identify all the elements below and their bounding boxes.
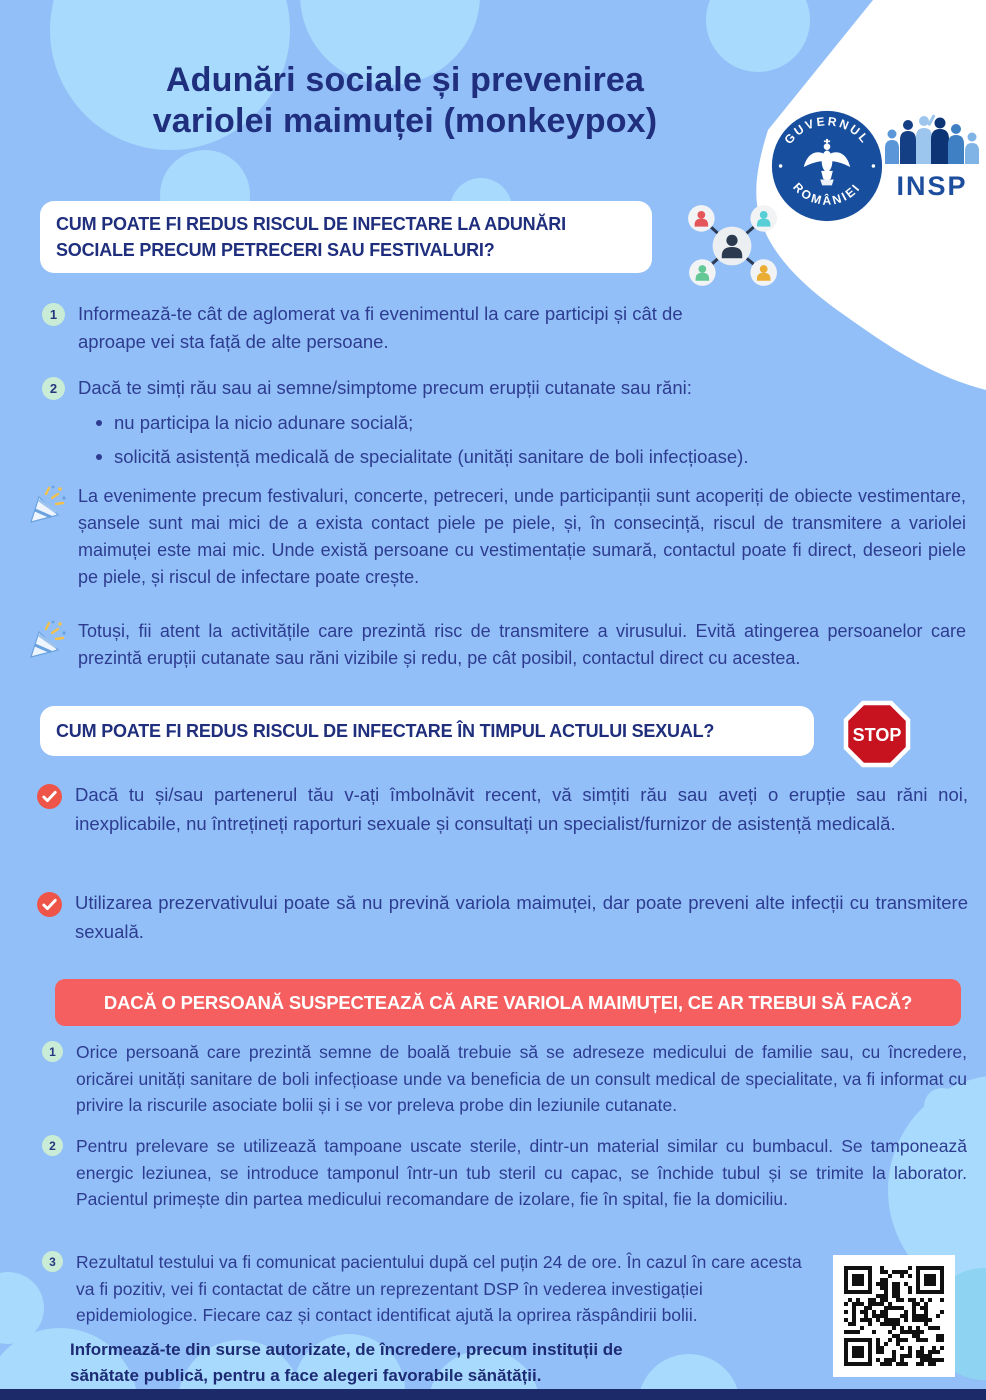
number-badge: 1 bbox=[42, 1041, 63, 1062]
list-item bbox=[42, 300, 902, 356]
party-popper-icon bbox=[26, 485, 66, 525]
note-text: La evenimente precum festivaluri, concerte, petreceri, unde participanții sunt acoperiți de obiecte vestimentare, șansele sunt mai mici de a exista contact piele pe piele, și, în consecință, riscul de transmitere a variolei maimuței este mai mic. Unde există persoane cu vestimentație sumară, contactul poate fi direct, deseori piele pe piele, și riscul de infectare poate crește. bbox=[78, 486, 966, 587]
bullet-dot-icon bbox=[96, 454, 102, 460]
check-item-text: Utilizarea prezervativului poate să nu prevină variola maimuței, dar poate preveni alte infecții cu transmitere sexuală. bbox=[75, 892, 968, 943]
note-text: Totuși, fii atent la activitățile care prezintă risc de transmitere a virusului. Evită atingerea persoanelor care prezintă erupții cutanate sau răni vizibile și redu, pe cât posibil, contactul direct cu acestea. bbox=[78, 621, 966, 668]
list-item-text: Pentru prelevare se utilizează tampoane uscate sterile, dintr-un material similar cu bumbacul. Se tamponează energic leziunea, se introduce tamponul într-un tub steril cu capac, se închide tubul și se trimite la laborator. Pacientul primește din partea medicului recomandare de izolare, fie în spital, fie la domiciliu. bbox=[76, 1136, 967, 1210]
bullet-item bbox=[96, 409, 902, 437]
number-badge: 2 bbox=[42, 1135, 63, 1156]
insp-label: INSP bbox=[896, 171, 968, 201]
check-item bbox=[36, 888, 968, 946]
list-item bbox=[42, 1133, 967, 1213]
list-item bbox=[42, 374, 902, 402]
check-badge-icon bbox=[36, 783, 63, 810]
seal-text-top: GUVERNUL bbox=[781, 114, 873, 147]
number-badge: 1 bbox=[42, 303, 65, 326]
insp-logo bbox=[884, 112, 980, 202]
check-item bbox=[36, 780, 968, 838]
check-badge-icon bbox=[36, 891, 63, 918]
note-paragraph bbox=[26, 483, 966, 591]
bullet-text: solicită asistență medicală de specialitate (unități sanitare de boli infecțioase). bbox=[114, 446, 749, 468]
note-paragraph bbox=[26, 618, 966, 672]
qr-code-pattern bbox=[844, 1266, 944, 1366]
qr-code bbox=[833, 1255, 955, 1377]
stop-label: STOP bbox=[852, 725, 902, 745]
party-popper-icon bbox=[26, 620, 66, 660]
number-badge: 3 bbox=[42, 1251, 63, 1272]
check-item-text: Dacă tu și/sau partenerul tău v-ați îmbolnăvit recent, vă simțiti rău sau aveți o erupție sau răni noi, inexplicabile, nu întrețineți raporturi sexuale și consultați un specialist/furnizor de asistență medicală. bbox=[75, 784, 968, 835]
list-item bbox=[42, 1039, 967, 1119]
footer-text: Informează-te din surse autorizate, de încredere, precum instituții de sănătate publică, pentru a face alegeri favorabile sănătății. bbox=[70, 1340, 623, 1385]
bullet-text: nu participa la nicio adunare socială; bbox=[114, 412, 414, 434]
list-item-text: Orice persoană care prezintă semne de boală trebuie să se adreseze medicului de familie sau, cu încredere, oricărei unități sanitare de boli infecțioase unde va beneficia de un consult medical de specialitate, va fi informat cu privire la riscurile asociate bolii și i se vor preleva probe din leziunile cutanate. bbox=[76, 1042, 967, 1116]
insp-people-icon bbox=[884, 112, 980, 168]
section-sexual-heading: CUM POATE FI REDUS RISCUL DE INFECTARE ÎN TIMPUL ACTULUI SEXUAL? bbox=[56, 720, 715, 741]
section-gatherings-heading-banner bbox=[40, 201, 652, 273]
seal-text-bottom: ROMÂNIEI bbox=[790, 179, 864, 208]
list-item-text: Rezultatul testului va fi comunicat pacientului după cel puțin 24 de ore. În cazul în care acesta va fi pozitiv, vei fi contactat de către un reprezentant DSP în vederea investigației epidemiologice. Fiecare caz și contact identificat ajută la oprirea răspândirii bolii. bbox=[76, 1252, 802, 1326]
gatherings-list bbox=[42, 300, 902, 472]
section-suspect-heading-banner bbox=[55, 979, 961, 1026]
list-item bbox=[42, 1249, 817, 1329]
list-item-text: Dacă te simți rău sau ai semne/simptome precum erupții cutanate sau răni: bbox=[78, 377, 692, 399]
number-badge: 2 bbox=[42, 377, 65, 400]
bullet-list bbox=[42, 409, 902, 471]
bottom-bar bbox=[0, 1389, 986, 1400]
bullet-item bbox=[96, 443, 902, 471]
list-item-text: Informează-te cât de aglomerat va fi evenimentul la care participi și cât de aproape vei sta față de alte persoane. bbox=[78, 303, 683, 353]
bullet-dot-icon bbox=[96, 420, 102, 426]
government-seal bbox=[769, 108, 885, 224]
page-title-line1: Adunări sociale și prevenirea bbox=[165, 61, 645, 99]
page-title-line2: variolei maimuței (monkeypox) bbox=[152, 102, 658, 141]
stop-sign-icon bbox=[842, 699, 912, 769]
page-title bbox=[50, 60, 760, 143]
section-gatherings-heading: CUM POATE FI REDUS RISCUL DE INFECTARE LA ADUNĂRI SOCIALE PRECUM PETRECERI SAU FESTIVALURI? bbox=[56, 214, 566, 261]
section-suspect-heading: DACĂ O PERSOANĂ SUSPECTEAZĂ CĂ ARE VARIOLA MAIMUȚEI, CE AR TREBUI SĂ FACĂ? bbox=[103, 991, 913, 1013]
section-sexual-heading-banner bbox=[40, 706, 814, 756]
